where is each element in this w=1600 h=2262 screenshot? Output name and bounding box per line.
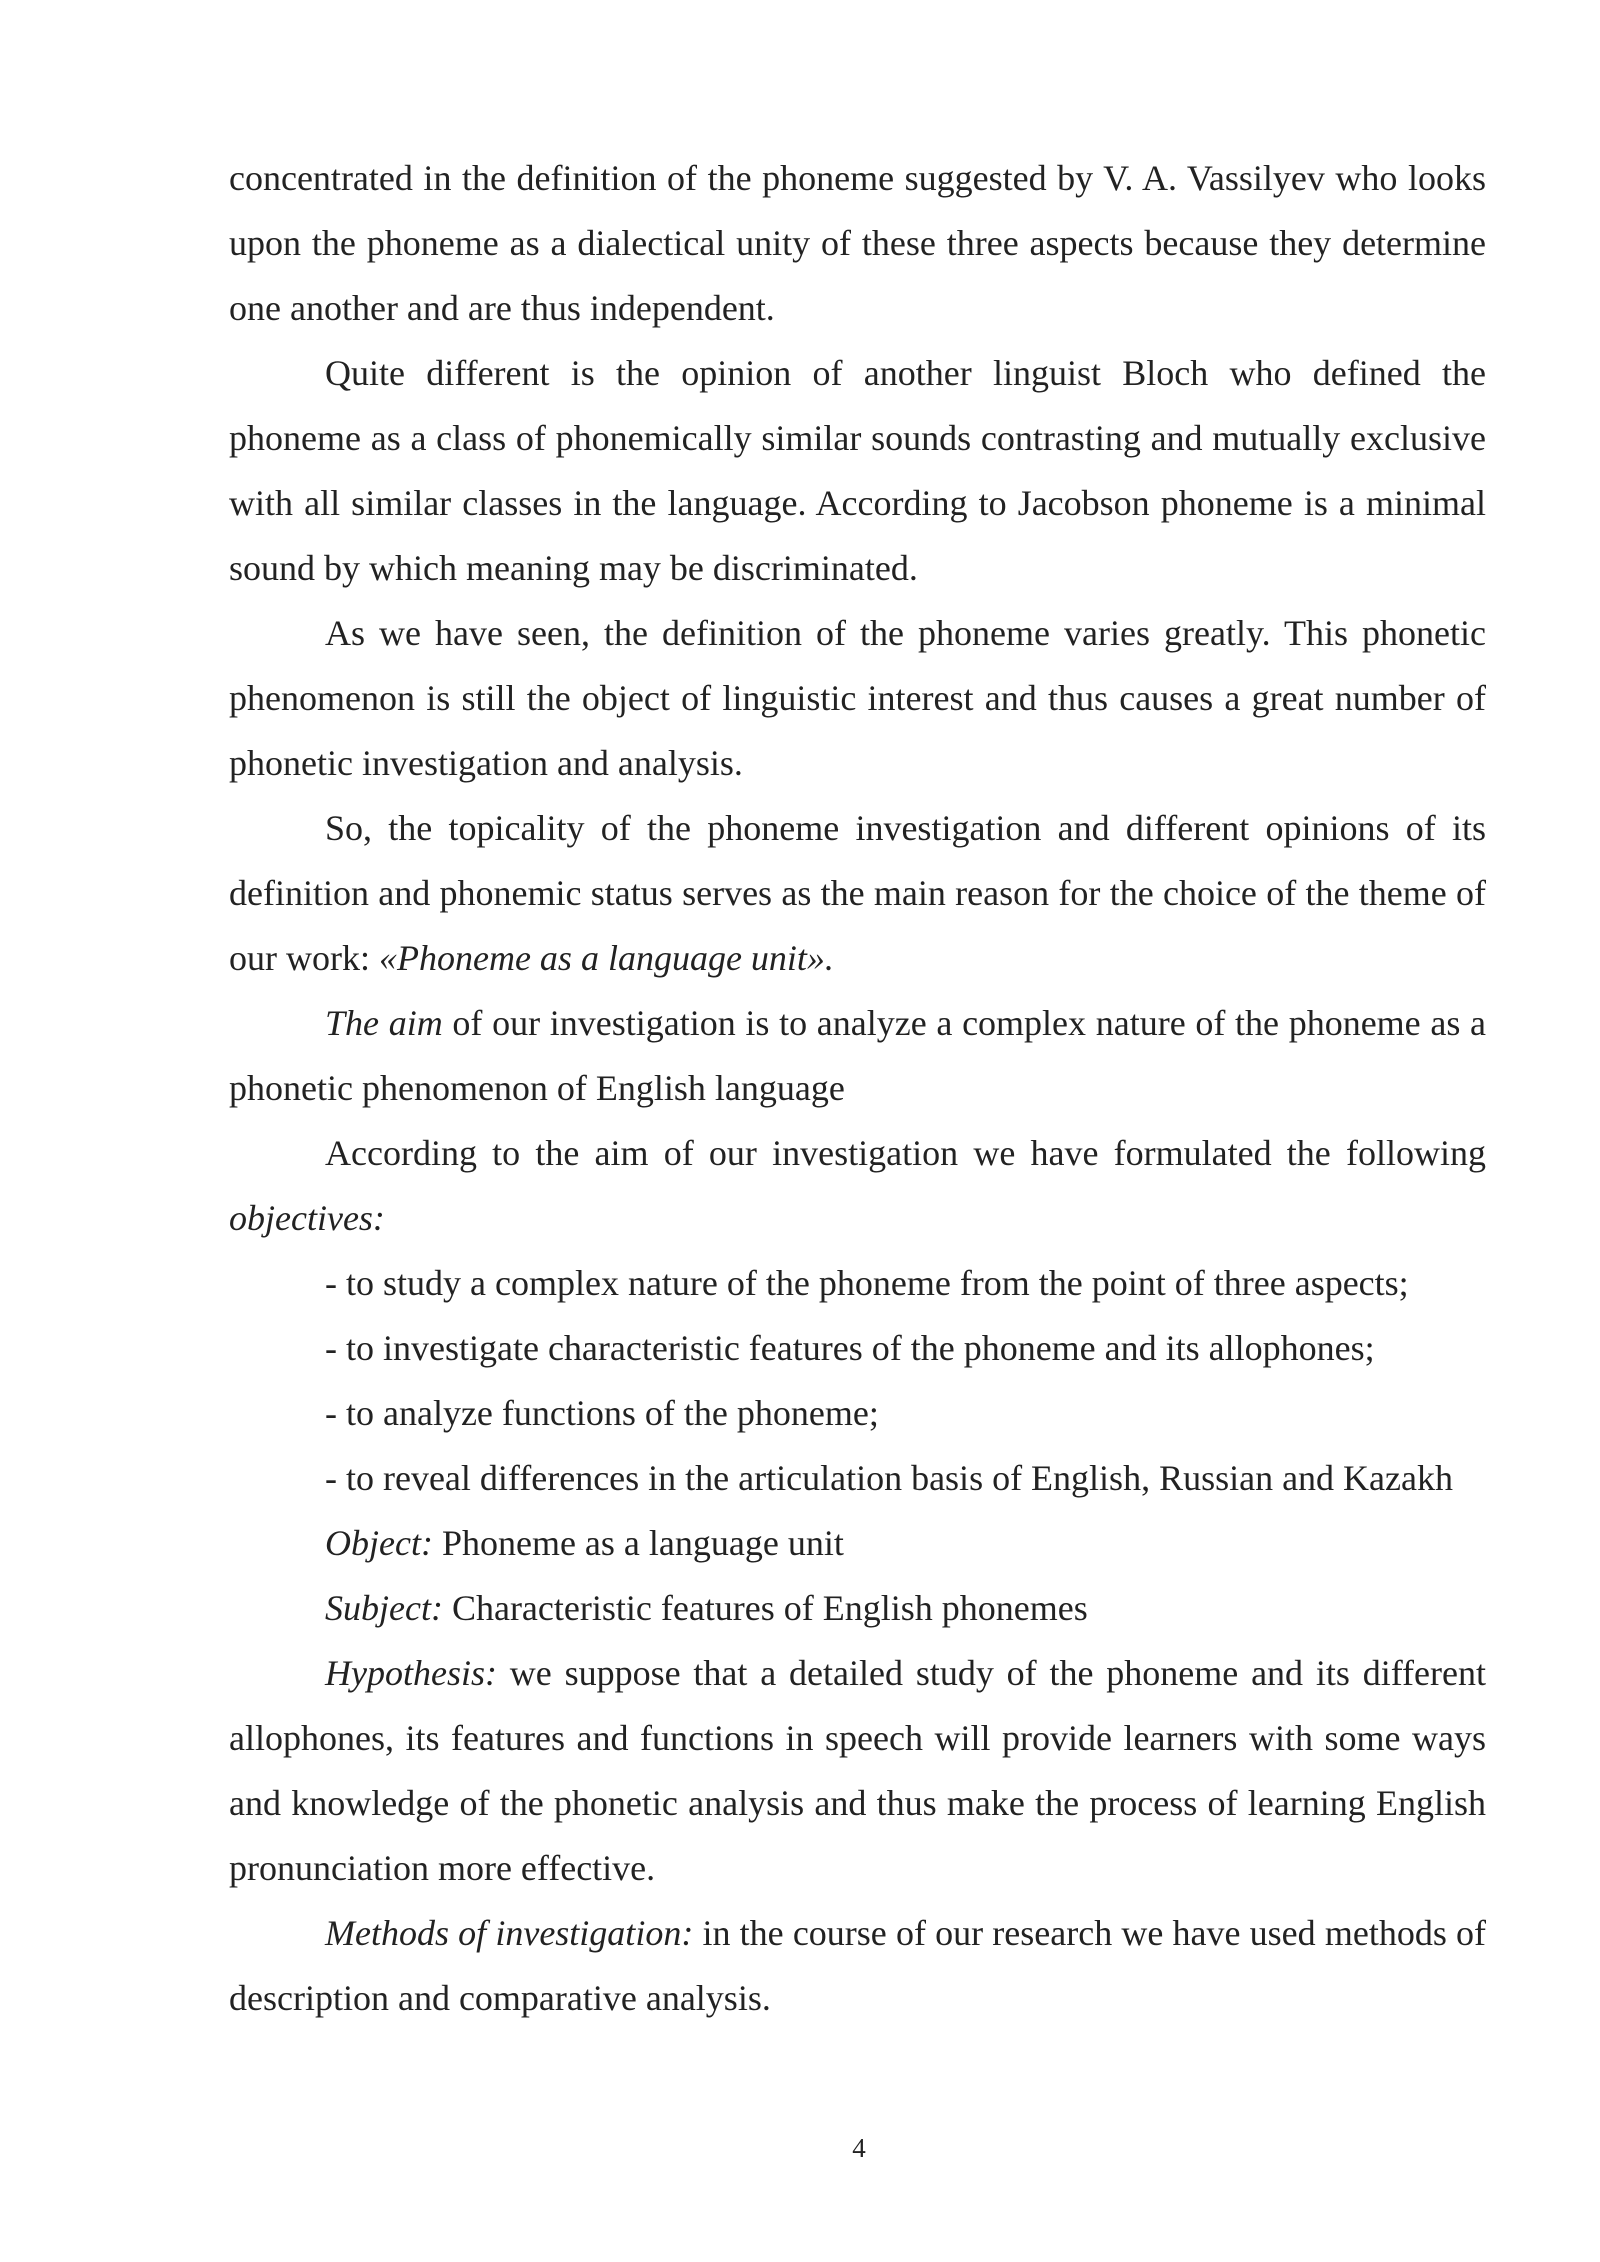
paragraph-bloch xyxy=(229,341,1486,601)
methods-label: Methods of investigation: xyxy=(325,1913,694,1953)
paragraph-vassilyev xyxy=(229,146,1486,341)
paragraph-definition-varies xyxy=(229,601,1486,796)
body-text xyxy=(229,146,1486,2031)
aim-label: The aim xyxy=(325,1003,443,1043)
paragraph-methods xyxy=(229,1901,1486,2031)
object-text: Phoneme as a language unit xyxy=(432,1523,844,1563)
objective-text: - to investigate characteristic features of the phoneme and its allophones; xyxy=(325,1328,1375,1368)
paragraph-text: According to the aim of our investigation we have formulated the following xyxy=(325,1133,1486,1173)
work-title: «Phoneme as a language unit». xyxy=(378,938,834,978)
paragraph-text: Quite different is the opinion of another linguist Bloch who defined the phoneme as a class of phonemically similar sounds contrasting and mutually exclusive with all similar classes in the language. According to Jacobson phoneme is a minimal sound by which meaning may be discriminated. xyxy=(229,353,1486,588)
paragraph-object xyxy=(229,1511,1486,1576)
paragraph-objectives-intro xyxy=(229,1121,1486,1251)
hypothesis-text: we suppose that a detailed study of the phoneme and its different allophones, its features and functions in speech will provide learners with some ways and knowledge of the phonetic analysis and thus make the process of learning English pronunciation more effective. xyxy=(229,1653,1486,1888)
objective-item xyxy=(229,1316,1486,1381)
subject-label: Subject: xyxy=(325,1588,443,1628)
paragraph-topicality xyxy=(229,796,1486,991)
methods-text: in the course of our research we have used methods of description and comparative analysis. xyxy=(229,1913,1486,2018)
objective-item xyxy=(229,1381,1486,1446)
objectives-label: objectives: xyxy=(229,1198,385,1238)
objective-item xyxy=(229,1251,1486,1316)
paragraph-hypothesis xyxy=(229,1641,1486,1901)
paragraph-text: concentrated in the definition of the phoneme suggested by V. A. Vassilyev who looks upon the phoneme as a dialectical unity of these three aspects because they determine one another and are thus independent. xyxy=(229,158,1486,328)
objective-text: - to reveal differences in the articulation basis of English, Russian and Kazakh xyxy=(325,1458,1453,1498)
objective-text: - to study a complex nature of the phoneme from the point of three aspects; xyxy=(325,1263,1409,1303)
objective-item xyxy=(229,1446,1486,1511)
objective-text: - to analyze functions of the phoneme; xyxy=(325,1393,879,1433)
paragraph-aim xyxy=(229,991,1486,1121)
paragraph-text: So, the topicality of the phoneme investigation and different opinions of its definition and phonemic status serves as the main reason for the choice of the theme of our work: xyxy=(229,808,1486,978)
paragraph-text: As we have seen, the definition of the phoneme varies greatly. This phonetic phenomenon is still the object of linguistic interest and thus causes a great number of phonetic investigation and analysis. xyxy=(229,613,1486,783)
object-label: Object: xyxy=(325,1523,433,1563)
aim-text: of our investigation is to analyze a complex nature of the phoneme as a phonetic phenomenon of English language xyxy=(229,1003,1487,1108)
hypothesis-label: Hypothesis: xyxy=(325,1653,497,1693)
subject-text: Characteristic features of English phonemes xyxy=(442,1588,1088,1628)
paragraph-subject xyxy=(229,1576,1486,1641)
page-number: 4 xyxy=(852,2133,866,2163)
